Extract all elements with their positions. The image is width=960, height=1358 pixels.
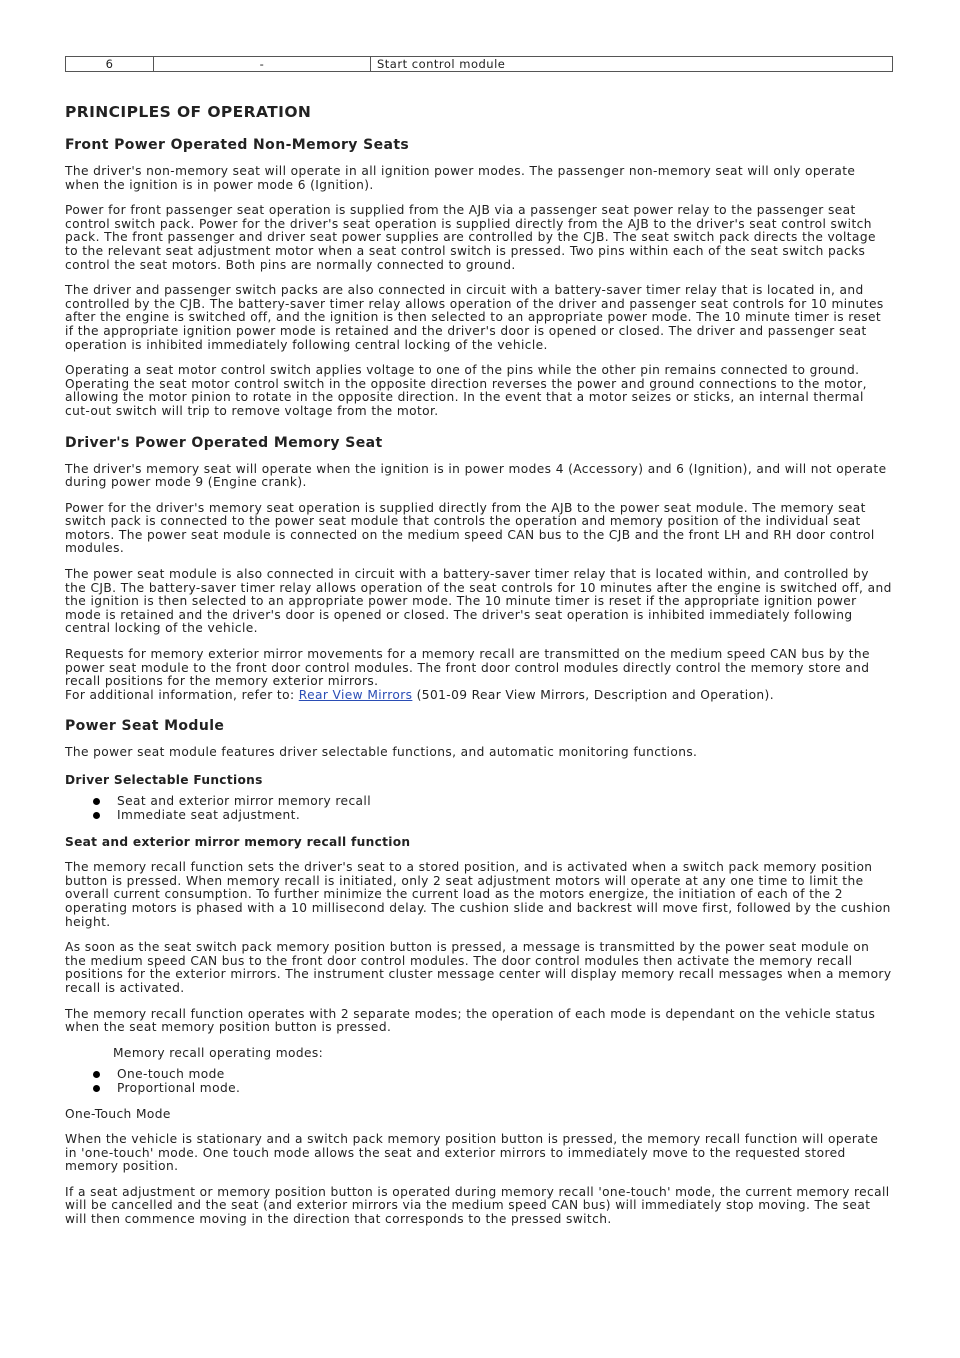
paragraph: The power seat module features driver selectable functions, and automatic monitoring functions. [65, 745, 698, 760]
paragraph: The driver's non-memory seat will operate in all ignition power modes. The passenger non-memory seat will only operate when the ignition is in power mode 6 (Ignition). [65, 164, 856, 192]
paragraph: The driver's memory seat will operate when the ignition is in power modes 4 (Accessory) and 6 (Ignition), and will not operate during power mode 9 (Engine crank). [65, 461, 887, 490]
rear-view-mirrors-link[interactable]: Rear View Mirrors [298, 687, 413, 702]
bullet-icon [93, 1085, 100, 1092]
list-item-text: Immediate seat adjustment. [117, 807, 301, 822]
bullet-list [65, 795, 893, 822]
paragraph: The power seat module is also connected in circuit with a battery-saver timer relay that is located within, and controlled by the CJB. The battery-saver timer relay allows operation of the seat controls for 10 minutes after the engine is switched off, and the ignition is then selected to an appropriate power mode. The 10 minute timer is reset if the appropriate ignition power mode is retained and the driver's door is opened or closed. The driver's seat operation is inhibited immediately following central locking of the vehicle. [65, 567, 892, 636]
section-heading-non-memory-seats: Front Power Operated Non-Memory Seats [65, 137, 410, 153]
section-heading-power-seat-module: Power Seat Module [65, 718, 225, 735]
paragraph: Requests for memory exterior mirror movements for a memory recall are transmitted on the medium speed CAN bus by the power seat module to the front door control modules. The front door control modules directly control the memory store and recall positions for the memory exterior mirrors. [65, 647, 870, 689]
paragraph: If a seat adjustment or memory position button is operated during memory recall 'one-touch' mode, the current memory recall will be cancelled and the seat (and exterior mirrors via the medium speed CAN bus) will immediately stop moving. The seat will then commence moving in the direction that corresponds to the pressed switch. [65, 1184, 890, 1227]
bullet-icon [93, 812, 100, 819]
list-item [93, 1082, 893, 1096]
list-item [93, 1068, 893, 1082]
table-row [66, 57, 893, 72]
bullet-list [65, 1068, 893, 1095]
table-cell-part: - [154, 57, 371, 72]
paragraph: The memory recall function sets the driver's seat to a stored position, and is activated when a switch pack memory position button is pressed. When memory recall is initiated, only 2 seat adjustment motors will operate at any one time to limit the overall current consumption. To further minimize the current load as the motors energize, the initiation of each of the 2 operating motors is phased with a 10 millisecond delay. The cushion slide and backrest will move first, followed by the cushion height. [65, 860, 891, 929]
reference-table [65, 56, 893, 72]
list-item-text: Proportional mode. [117, 1080, 241, 1095]
page [65, 56, 893, 1227]
paragraph: The memory recall function operates with 2 separate modes; the operation of each mode is dependant on the vehicle status when the seat memory position button is pressed. [65, 1006, 876, 1035]
bullet-icon [93, 1071, 100, 1078]
paragraph: Power for the driver's memory seat operation is supplied directly from the AJB to the power seat module. The memory seat switch pack is connected to the power seat module that controls the operation and memory position of the individual seat motors. The power seat module is connected on the medium speed CAN bus to the CJB and the front LH and RH door control modules. [65, 500, 875, 556]
page-title: PRINCIPLES OF OPERATION [65, 103, 312, 121]
list-item-text: Seat and exterior mirror memory recall [117, 794, 371, 808]
table-cell-item: 6 [66, 57, 154, 72]
paragraph: Power for front passenger seat operation is supplied from the AJB via a passenger seat power relay to the passenger seat control switch pack. Power for the driver's seat operation is supplied directly from the AJB to the driver's seat control switch pack. The front passenger and driver seat power supplies are controlled by the CJB. The seat switch pack directs the voltage to the relevant seat adjustment motor when a seat control switch is pressed. Two pins within each of the seat switch packs control the seat motors. Both pins are normally connected to ground. [65, 203, 876, 272]
section-heading-memory-seat: Driver's Power Operated Memory Seat [65, 434, 383, 451]
paragraph: Operating a seat motor control switch applies voltage to one of the pins while the other pin remains connected to ground. Operating the seat motor control switch in the opposite direction reverses the power and ground connections to the motor, allowing the motor pinion to rotate in the opposite direction. In the event that a motor seizes or sticks, an internal thermal cut-out switch will trip to remove voltage from the motor. [65, 363, 867, 418]
modes-label: Memory recall operating modes: [113, 1045, 324, 1060]
paragraph: The driver and passenger switch packs are also connected in circuit with a battery-saver timer relay that is located in, and controlled by the CJB. The battery-saver timer relay allows operation of the driver and passenger seat controls for 10 minutes after the engine is switched off, and the ignition is then selected to an appropriate power mode. The 10 minute timer is reset if the appropriate ignition power mode is retained and the driver's door is opened or closed. The driver and passenger seat operation is inhibited immediately following central locking of the vehicle. [65, 283, 884, 352]
list-item-text: One-touch mode [117, 1067, 225, 1082]
table-cell-description: Start control module [371, 57, 893, 72]
paragraph: When the vehicle is stationary and a switch pack memory position button is pressed, the memory recall function will operate in 'one-touch' mode. One touch mode allows the seat and exterior mirrors to immediately move to the requested stored memory position. [65, 1132, 879, 1174]
reference-suffix: (501-09 Rear View Mirrors, Description and Operation). [412, 687, 774, 702]
list-item [93, 809, 893, 823]
subheading-memory-recall: Seat and exterior mirror memory recall function [65, 835, 411, 850]
paragraph: As soon as the seat switch pack memory position button is pressed, a message is transmitted by the power seat module on the medium speed CAN bus to the front door control modules. The door control modules then activate the memory recall positions for the exterior mirrors. The instrument cluster message center will display memory recall messages when a memory recall is activated. [65, 940, 892, 995]
reference-prefix: For additional information, refer to: [65, 687, 299, 702]
bullet-icon [93, 798, 100, 805]
reference-line [65, 689, 893, 703]
list-item [93, 795, 893, 809]
paragraph: One-Touch Mode [65, 1106, 171, 1121]
subheading-driver-selectable: Driver Selectable Functions [65, 773, 263, 787]
